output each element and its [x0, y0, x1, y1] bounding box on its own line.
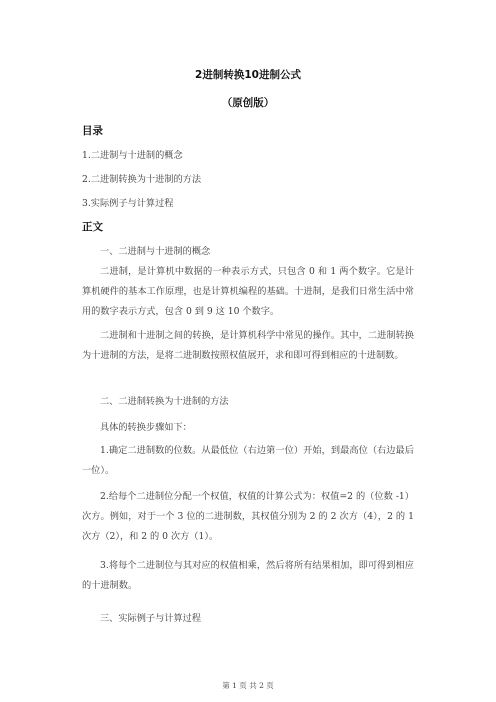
toc-item-3: 3.实际例子与计算过程: [82, 198, 174, 209]
toc-heading: 目录: [82, 125, 103, 137]
section1-heading: 一、二进制与十进制的概念: [100, 246, 211, 257]
step-3: 3.将每个二进制位与其对应的权值相乘，然后将所有结果相加，即可得到相应的十进制数。: [82, 560, 414, 591]
section3-heading: 三、实际例子与计算过程: [100, 613, 202, 624]
toc-item-1: 1.二进制与十进制的概念: [82, 150, 183, 161]
document-subtitle: （原创版）: [221, 97, 275, 109]
step-1: 1.确定二进制数的位数。从最低位（右边第一位）开始，到最高位（右边最后一位）。: [82, 445, 414, 476]
step-2: 2.给每个二进制位分配一个权值，权值的计算公式为：权值=2 的（位数 -1）次方。例如，对于一个 3 位的二进制数，其权值分别为 2 的 2 次方（4），2 的 1 次方（2），和 2 的 0 次方（1）。: [82, 491, 414, 542]
body-heading: 正文: [82, 221, 103, 233]
toc-item-2: 2.二进制转换为十进制的方法: [82, 174, 202, 185]
page-footer: 第 1 页 共 2 页: [222, 681, 274, 690]
paragraph-1: 二进制，是计算机中数据的一种表示方式，只包含 0 和 1 两个数字。它是计算机硬件的基本工作原理，也是计算机编程的基础。十进制，是我们日常生活中常用的数字表示方式，包含 0 到 9 这 10 个数字。: [82, 266, 414, 317]
document-title: 2进制转换10进制公式: [195, 69, 301, 81]
paragraph-2: 二进制和十进制之间的转换，是计算机科学中常见的操作。其中，二进制转换为十进制的方法，是将二进制数按照权值展开，求和即可得到相应的十进制数。: [82, 330, 414, 361]
section2-heading: 二、二进制转换为十进制的方法: [100, 396, 229, 407]
steps-intro: 具体的转换步骤如下：: [100, 422, 192, 433]
